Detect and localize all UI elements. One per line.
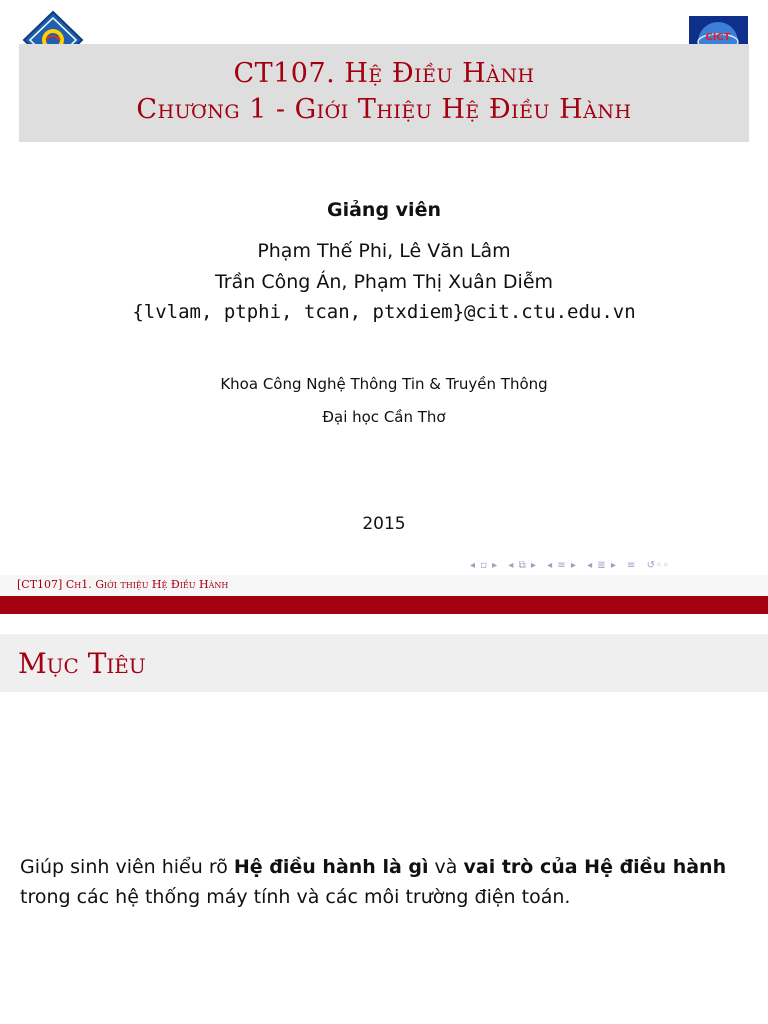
objective-paragraph	[20, 852, 750, 912]
nav-subsection-icon[interactable]: ◂ ⧉ ▸	[508, 560, 537, 571]
lecturer-heading: Giảng viên	[327, 199, 441, 221]
course-title: CT107. Hệ Điều Hành	[233, 58, 535, 89]
body-text-2: và	[428, 856, 464, 878]
lecturer-names-line-2: Trần Công Án, Phạm Thị Xuân Diễm	[214, 271, 554, 293]
body-bold-2: vai trò của Hệ điều hành	[463, 856, 727, 878]
nav-section-icon[interactable]: ◂ ≡ ▸	[547, 560, 577, 571]
beamer-navigation	[470, 560, 676, 576]
nav-appendix-icon[interactable]: ≡	[627, 560, 637, 571]
nav-search-icon[interactable]: ↺◦◦	[646, 560, 670, 571]
year: 2015	[362, 514, 406, 534]
slide-header: [CT107] Ch1. Giới thiệu Hệ Điều Hành	[17, 578, 229, 591]
header-bar	[0, 596, 768, 614]
nav-document-icon[interactable]: ◂ ≣ ▸	[587, 560, 617, 571]
university: Đại học Cần Thơ	[322, 408, 446, 426]
body-text-3: trong các hệ thống máy tính và các môi trường điện toán.	[20, 886, 571, 908]
nav-frame-icon[interactable]: ◂ ▫ ▸	[470, 560, 499, 571]
frame-title: Mục Tiêu	[18, 647, 146, 680]
svg-text:CICT: CICT	[705, 32, 731, 43]
title-box	[19, 44, 749, 142]
body-bold-1: Hệ điều hành là gì	[233, 856, 429, 878]
chapter-title: Chương 1 - Giới Thiệu Hệ Điều Hành	[136, 94, 632, 125]
body-text-1: Giúp sinh viên hiểu rõ	[20, 856, 234, 878]
department: Khoa Công Nghệ Thông Tin & Truyền Thông	[220, 375, 548, 393]
lecturer-names-line-1: Phạm Thế Phi, Lê Văn Lâm	[257, 240, 511, 262]
lecturer-emails: {lvlam, ptphi, tcan, ptxdiem}@cit.ctu.edu.vn	[132, 301, 636, 323]
